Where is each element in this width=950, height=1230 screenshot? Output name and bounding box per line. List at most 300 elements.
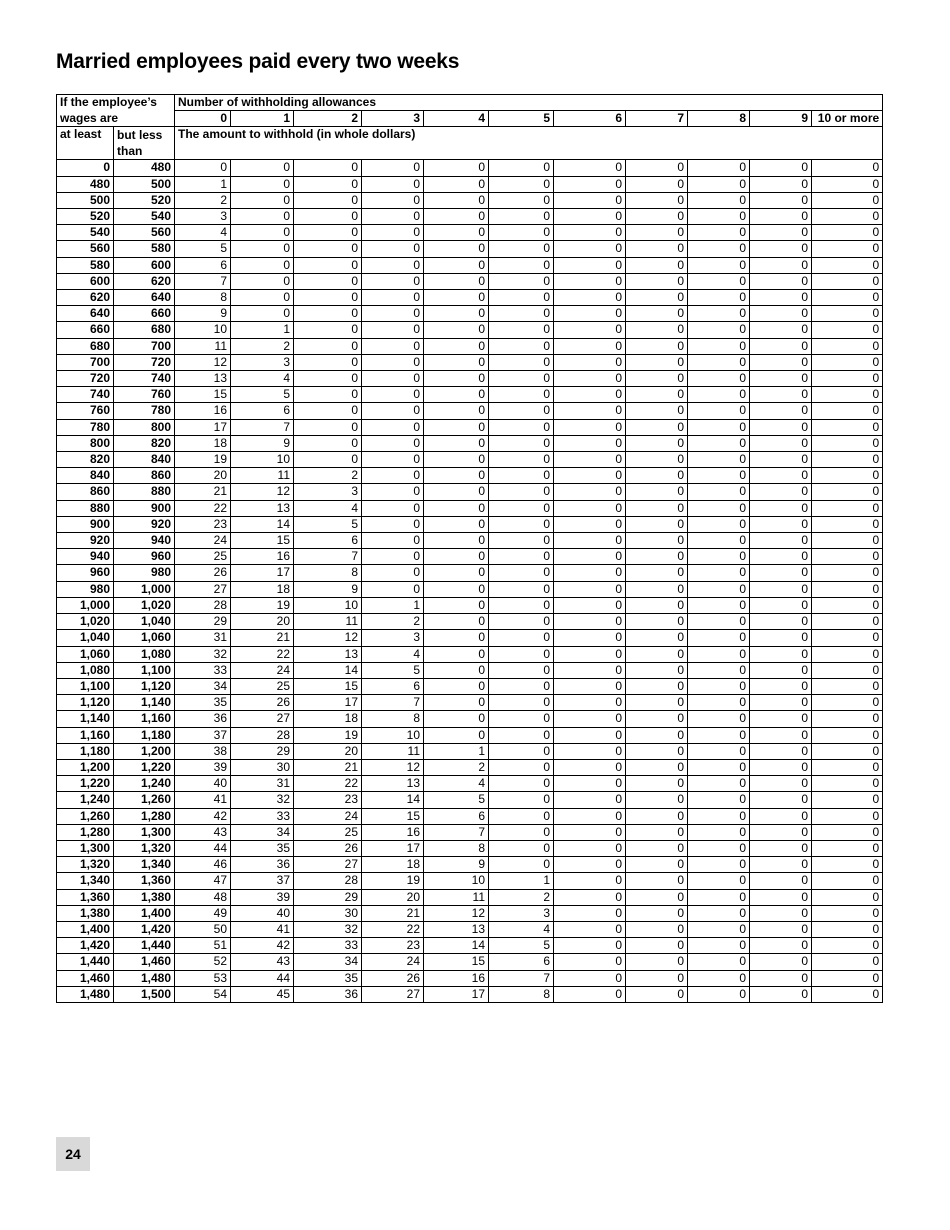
- withholding-amount-cell: 0: [294, 387, 362, 403]
- withholding-amount-cell: 0: [688, 711, 750, 727]
- withholding-amount-cell: 0: [362, 160, 424, 176]
- wage-at-least-cell: 1,320: [57, 857, 114, 873]
- withholding-amount-cell: 4: [231, 371, 294, 387]
- wage-less-than-cell: 1,300: [114, 824, 175, 840]
- table-row: [57, 905, 883, 921]
- withholding-amount-cell: 0: [424, 581, 489, 597]
- withholding-amount-cell: 21: [175, 484, 231, 500]
- wage-less-than-cell: 1,120: [114, 678, 175, 694]
- wage-less-than-cell: 680: [114, 322, 175, 338]
- withholding-amount-cell: 0: [812, 257, 883, 273]
- withholding-amount-cell: 0: [688, 290, 750, 306]
- withholding-amount-cell: 0: [626, 306, 688, 322]
- withholding-amount-cell: 48: [175, 889, 231, 905]
- wage-less-than-cell: 920: [114, 516, 175, 532]
- table-row: [57, 727, 883, 743]
- wage-at-least-cell: 780: [57, 419, 114, 435]
- withholding-amount-cell: 14: [231, 516, 294, 532]
- withholding-amount-cell: 5: [175, 241, 231, 257]
- withholding-amount-cell: 0: [626, 678, 688, 694]
- withholding-amount-cell: 20: [362, 889, 424, 905]
- withholding-amount-cell: 0: [294, 209, 362, 225]
- withholding-amount-cell: 37: [175, 727, 231, 743]
- wage-at-least-cell: 1,140: [57, 711, 114, 727]
- withholding-amount-cell: 0: [626, 759, 688, 775]
- withholding-amount-cell: 11: [175, 338, 231, 354]
- withholding-amount-cell: 19: [294, 727, 362, 743]
- wage-less-than-cell: 1,000: [114, 581, 175, 597]
- withholding-amount-cell: 0: [231, 225, 294, 241]
- withholding-amount-cell: 0: [554, 889, 626, 905]
- withholding-amount-cell: 0: [424, 678, 489, 694]
- withholding-amount-cell: 0: [688, 776, 750, 792]
- withholding-amount-cell: 0: [688, 257, 750, 273]
- withholding-amount-cell: 45: [231, 986, 294, 1002]
- withholding-amount-cell: 15: [294, 678, 362, 694]
- withholding-amount-cell: 0: [424, 711, 489, 727]
- withholding-amount-cell: 12: [175, 354, 231, 370]
- withholding-amount-cell: 0: [688, 873, 750, 889]
- withholding-amount-cell: 0: [489, 808, 554, 824]
- withholding-amount-cell: 0: [294, 160, 362, 176]
- wage-less-than-cell: 560: [114, 225, 175, 241]
- withholding-amount-cell: 0: [626, 338, 688, 354]
- withholding-amount-cell: 27: [294, 857, 362, 873]
- wage-at-least-cell: 640: [57, 306, 114, 322]
- withholding-amount-cell: 0: [626, 889, 688, 905]
- wage-less-than-cell: 1,240: [114, 776, 175, 792]
- withholding-amount-cell: 12: [424, 905, 489, 921]
- withholding-amount-cell: 0: [362, 176, 424, 192]
- withholding-amount-cell: 0: [554, 484, 626, 500]
- wage-less-than-cell: 720: [114, 354, 175, 370]
- withholding-amount-cell: 0: [424, 371, 489, 387]
- withholding-amount-cell: 2: [424, 759, 489, 775]
- wage-less-than-cell: 1,340: [114, 857, 175, 873]
- withholding-amount-cell: 25: [231, 678, 294, 694]
- withholding-amount-cell: 0: [812, 614, 883, 630]
- wage-less-than-cell: 1,260: [114, 792, 175, 808]
- table-row: [57, 500, 883, 516]
- withholding-amount-cell: 0: [489, 468, 554, 484]
- withholding-amount-cell: 23: [175, 516, 231, 532]
- withholding-amount-cell: 0: [626, 403, 688, 419]
- withholding-amount-cell: 0: [362, 419, 424, 435]
- withholding-amount-cell: 0: [554, 678, 626, 694]
- withholding-amount-cell: 0: [489, 257, 554, 273]
- page-title: Married employees paid every two weeks: [56, 50, 460, 73]
- withholding-amount-cell: 0: [688, 938, 750, 954]
- wage-less-than-cell: 620: [114, 273, 175, 289]
- withholding-amount-cell: 0: [424, 452, 489, 468]
- withholding-amount-cell: 0: [424, 500, 489, 516]
- withholding-amount-cell: 0: [812, 808, 883, 824]
- withholding-amount-cell: 18: [231, 581, 294, 597]
- allowance-col-header: 6: [554, 111, 626, 127]
- withholding-amount-cell: 0: [750, 516, 812, 532]
- withholding-amount-cell: 0: [688, 662, 750, 678]
- withholding-amount-cell: 0: [750, 322, 812, 338]
- withholding-amount-cell: 0: [489, 387, 554, 403]
- withholding-amount-cell: 0: [489, 403, 554, 419]
- withholding-amount-cell: 0: [688, 743, 750, 759]
- withholding-amount-cell: 0: [750, 549, 812, 565]
- withholding-amount-cell: 0: [424, 322, 489, 338]
- withholding-amount-cell: 0: [554, 662, 626, 678]
- withholding-amount-cell: 29: [175, 614, 231, 630]
- withholding-amount-cell: 0: [750, 403, 812, 419]
- withholding-amount-cell: 0: [812, 500, 883, 516]
- withholding-amount-cell: 6: [231, 403, 294, 419]
- wage-less-than-cell: 1,500: [114, 986, 175, 1002]
- withholding-amount-cell: 0: [750, 954, 812, 970]
- withholding-amount-cell: 22: [231, 646, 294, 662]
- withholding-amount-cell: 0: [362, 468, 424, 484]
- withholding-amount-cell: 0: [554, 306, 626, 322]
- withholding-amount-cell: 0: [750, 452, 812, 468]
- withholding-amount-cell: 11: [294, 614, 362, 630]
- withholding-amount-cell: 0: [424, 565, 489, 581]
- withholding-amount-cell: 7: [362, 695, 424, 711]
- table-row: [57, 452, 883, 468]
- withholding-amount-cell: 18: [175, 435, 231, 451]
- withholding-amount-cell: 11: [424, 889, 489, 905]
- withholding-amount-cell: 0: [626, 500, 688, 516]
- withholding-amount-cell: 0: [362, 241, 424, 257]
- withholding-amount-cell: 51: [175, 938, 231, 954]
- withholding-amount-cell: 0: [750, 938, 812, 954]
- withholding-amount-cell: 13: [362, 776, 424, 792]
- withholding-amount-cell: 0: [750, 306, 812, 322]
- withholding-amount-cell: 7: [424, 824, 489, 840]
- withholding-amount-cell: 2: [231, 338, 294, 354]
- withholding-amount-cell: 0: [554, 597, 626, 613]
- withholding-amount-cell: 0: [489, 354, 554, 370]
- but-less-than-header: but less than: [114, 127, 175, 160]
- withholding-amount-cell: 0: [750, 873, 812, 889]
- table-row: [57, 176, 883, 192]
- withholding-amount-cell: 0: [626, 452, 688, 468]
- withholding-amount-cell: 0: [812, 986, 883, 1002]
- withholding-amount-cell: 49: [175, 905, 231, 921]
- withholding-amount-cell: 0: [626, 873, 688, 889]
- allowance-col-header: 3: [362, 111, 424, 127]
- wage-less-than-cell: 840: [114, 452, 175, 468]
- table-row: [57, 743, 883, 759]
- withholding-amount-cell: 0: [688, 403, 750, 419]
- withholding-amount-cell: 0: [750, 808, 812, 824]
- withholding-amount-cell: 0: [688, 516, 750, 532]
- wage-at-least-cell: 1,400: [57, 921, 114, 937]
- withholding-amount-cell: 0: [294, 322, 362, 338]
- withholding-amount-cell: 0: [626, 549, 688, 565]
- withholding-amount-cell: 0: [750, 662, 812, 678]
- table-row: [57, 808, 883, 824]
- withholding-amount-cell: 0: [554, 695, 626, 711]
- withholding-amount-cell: 0: [554, 160, 626, 176]
- wage-at-least-cell: 1,440: [57, 954, 114, 970]
- withholding-amount-cell: 14: [294, 662, 362, 678]
- withholding-amount-cell: 0: [424, 597, 489, 613]
- wage-at-least-cell: 1,000: [57, 597, 114, 613]
- withholding-amount-cell: 5: [294, 516, 362, 532]
- withholding-amount-cell: 19: [175, 452, 231, 468]
- withholding-amount-cell: 0: [554, 225, 626, 241]
- wage-less-than-cell: 640: [114, 290, 175, 306]
- withholding-amount-cell: 0: [750, 889, 812, 905]
- table-row: [57, 840, 883, 856]
- withholding-amount-cell: 40: [175, 776, 231, 792]
- withholding-amount-cell: 8: [294, 565, 362, 581]
- withholding-amount-cell: 0: [424, 273, 489, 289]
- table-row: [57, 371, 883, 387]
- withholding-amount-cell: 0: [554, 759, 626, 775]
- withholding-amount-cell: 0: [626, 711, 688, 727]
- withholding-amount-cell: 43: [175, 824, 231, 840]
- withholding-amount-cell: 0: [424, 662, 489, 678]
- wage-at-least-cell: 1,300: [57, 840, 114, 856]
- wage-at-least-cell: 700: [57, 354, 114, 370]
- wage-less-than-cell: 600: [114, 257, 175, 273]
- withholding-amount-cell: 0: [688, 824, 750, 840]
- withholding-amount-cell: 0: [812, 192, 883, 208]
- withholding-amount-cell: 0: [750, 257, 812, 273]
- withholding-amount-cell: 37: [231, 873, 294, 889]
- withholding-amount-cell: 0: [750, 905, 812, 921]
- withholding-amount-cell: 0: [489, 419, 554, 435]
- withholding-amount-cell: 4: [489, 921, 554, 937]
- withholding-amount-cell: 0: [554, 419, 626, 435]
- withholding-amount-cell: 0: [812, 371, 883, 387]
- withholding-amount-cell: 10: [424, 873, 489, 889]
- withholding-amount-cell: 0: [750, 759, 812, 775]
- withholding-amount-cell: 43: [231, 954, 294, 970]
- wage-less-than-cell: 780: [114, 403, 175, 419]
- withholding-amount-cell: 0: [554, 435, 626, 451]
- withholding-amount-cell: 0: [489, 678, 554, 694]
- withholding-amount-cell: 33: [294, 938, 362, 954]
- withholding-amount-cell: 5: [362, 662, 424, 678]
- withholding-amount-cell: 0: [812, 646, 883, 662]
- withholding-amount-cell: 0: [750, 533, 812, 549]
- withholding-amount-cell: 0: [750, 646, 812, 662]
- table-row: [57, 306, 883, 322]
- withholding-amount-cell: 9: [175, 306, 231, 322]
- withholding-amount-cell: 0: [424, 338, 489, 354]
- withholding-amount-cell: 0: [750, 743, 812, 759]
- wage-at-least-cell: 980: [57, 581, 114, 597]
- table-body: [57, 160, 883, 1003]
- wage-at-least-cell: 1,120: [57, 695, 114, 711]
- withholding-amount-cell: 22: [294, 776, 362, 792]
- withholding-amount-cell: 0: [812, 452, 883, 468]
- withholding-amount-cell: 0: [688, 176, 750, 192]
- wage-less-than-cell: 1,100: [114, 662, 175, 678]
- table-row: [57, 776, 883, 792]
- withholding-amount-cell: 0: [424, 387, 489, 403]
- withholding-amount-cell: 0: [489, 840, 554, 856]
- withholding-amount-cell: 0: [688, 808, 750, 824]
- withholding-amount-cell: 0: [626, 322, 688, 338]
- withholding-amount-cell: 25: [294, 824, 362, 840]
- withholding-amount-cell: 7: [175, 273, 231, 289]
- withholding-amount-cell: 33: [175, 662, 231, 678]
- table-row: [57, 857, 883, 873]
- withholding-amount-cell: 0: [294, 452, 362, 468]
- table-row: [57, 419, 883, 435]
- table-row: [57, 873, 883, 889]
- wage-at-least-cell: 860: [57, 484, 114, 500]
- withholding-amount-cell: 0: [489, 192, 554, 208]
- withholding-amount-cell: 0: [231, 306, 294, 322]
- withholding-amount-cell: 0: [554, 257, 626, 273]
- withholding-amount-cell: 9: [231, 435, 294, 451]
- withholding-amount-cell: 26: [175, 565, 231, 581]
- withholding-amount-cell: 0: [554, 824, 626, 840]
- withholding-amount-cell: 0: [812, 241, 883, 257]
- withholding-amount-cell: 0: [626, 565, 688, 581]
- withholding-amount-cell: 0: [489, 484, 554, 500]
- wage-less-than-cell: 1,420: [114, 921, 175, 937]
- wage-less-than-cell: 500: [114, 176, 175, 192]
- withholding-amount-cell: 7: [489, 970, 554, 986]
- table-row: [57, 273, 883, 289]
- withholding-amount-cell: 0: [688, 192, 750, 208]
- withholding-amount-cell: 0: [294, 419, 362, 435]
- wage-less-than-cell: 1,360: [114, 873, 175, 889]
- withholding-amount-cell: 0: [626, 387, 688, 403]
- withholding-amount-cell: 0: [626, 257, 688, 273]
- withholding-amount-cell: 52: [175, 954, 231, 970]
- withholding-amount-cell: 0: [294, 225, 362, 241]
- withholding-amount-cell: 0: [626, 921, 688, 937]
- withholding-amount-cell: 0: [554, 840, 626, 856]
- withholding-amount-cell: 0: [554, 500, 626, 516]
- withholding-amount-cell: 0: [294, 290, 362, 306]
- withholding-amount-cell: 0: [750, 597, 812, 613]
- withholding-amount-cell: 0: [424, 614, 489, 630]
- withholding-amount-cell: 0: [424, 468, 489, 484]
- withholding-amount-cell: 0: [489, 533, 554, 549]
- withholding-amount-cell: 12: [362, 759, 424, 775]
- withholding-amount-cell: 15: [231, 533, 294, 549]
- withholding-amount-cell: 17: [294, 695, 362, 711]
- withholding-amount-cell: 0: [554, 176, 626, 192]
- withholding-amount-cell: 0: [489, 727, 554, 743]
- withholding-amount-cell: 13: [175, 371, 231, 387]
- withholding-amount-cell: 0: [750, 160, 812, 176]
- table-row: [57, 921, 883, 937]
- withholding-amount-cell: 0: [489, 338, 554, 354]
- wage-less-than-cell: 1,460: [114, 954, 175, 970]
- allowances-group-label: Number of withholding allowances: [175, 95, 883, 111]
- withholding-amount-cell: 3: [294, 484, 362, 500]
- wage-at-least-cell: 920: [57, 533, 114, 549]
- withholding-amount-cell: 0: [812, 516, 883, 532]
- withholding-amount-cell: 0: [489, 160, 554, 176]
- withholding-amount-cell: 0: [362, 435, 424, 451]
- wage-less-than-cell: 980: [114, 565, 175, 581]
- wage-less-than-cell: 760: [114, 387, 175, 403]
- wage-at-least-cell: 1,480: [57, 986, 114, 1002]
- table-row: [57, 695, 883, 711]
- withholding-amount-cell: 0: [812, 273, 883, 289]
- withholding-amount-cell: 0: [554, 452, 626, 468]
- wage-less-than-cell: 900: [114, 500, 175, 516]
- withholding-amount-cell: 0: [750, 435, 812, 451]
- withholding-amount-cell: 3: [362, 630, 424, 646]
- table-row: [57, 354, 883, 370]
- table-row: [57, 435, 883, 451]
- withholding-amount-cell: 50: [175, 921, 231, 937]
- withholding-amount-cell: 0: [812, 322, 883, 338]
- withholding-amount-cell: 0: [231, 209, 294, 225]
- withholding-amount-cell: 22: [175, 500, 231, 516]
- withholding-amount-cell: 0: [489, 581, 554, 597]
- withholding-amount-cell: 0: [626, 630, 688, 646]
- withholding-amount-cell: 0: [812, 824, 883, 840]
- withholding-amount-cell: 5: [231, 387, 294, 403]
- withholding-amount-cell: 7: [231, 419, 294, 435]
- wages-group-label: If the employee’s: [57, 95, 175, 111]
- withholding-amount-cell: 0: [489, 759, 554, 775]
- withholding-amount-cell: 21: [294, 759, 362, 775]
- withholding-amount-cell: 16: [424, 970, 489, 986]
- withholding-amount-cell: 16: [231, 549, 294, 565]
- withholding-amount-cell: 0: [750, 630, 812, 646]
- withholding-amount-cell: 0: [688, 695, 750, 711]
- withholding-amount-cell: 32: [175, 646, 231, 662]
- withholding-amount-cell: 0: [554, 857, 626, 873]
- withholding-amount-cell: 0: [554, 533, 626, 549]
- withholding-amount-cell: 0: [231, 257, 294, 273]
- withholding-amount-cell: 0: [688, 840, 750, 856]
- withholding-amount-cell: 0: [688, 630, 750, 646]
- wage-at-least-cell: 900: [57, 516, 114, 532]
- wage-at-least-cell: 940: [57, 549, 114, 565]
- withholding-amount-cell: 0: [294, 257, 362, 273]
- withholding-amount-cell: 34: [175, 678, 231, 694]
- withholding-amount-cell: 24: [294, 808, 362, 824]
- withholding-amount-cell: 36: [175, 711, 231, 727]
- wage-less-than-cell: 520: [114, 192, 175, 208]
- withholding-amount-cell: 0: [688, 678, 750, 694]
- withholding-amount-cell: 21: [231, 630, 294, 646]
- wage-less-than-cell: 960: [114, 549, 175, 565]
- allowance-col-header: 9: [750, 111, 812, 127]
- withholding-amount-cell: 21: [362, 905, 424, 921]
- withholding-amount-cell: 0: [750, 387, 812, 403]
- withholding-amount-cell: 0: [688, 241, 750, 257]
- table-row: [57, 192, 883, 208]
- withholding-amount-cell: 0: [812, 889, 883, 905]
- table-row: [57, 241, 883, 257]
- withholding-amount-cell: 0: [362, 500, 424, 516]
- withholding-amount-cell: 0: [362, 306, 424, 322]
- withholding-amount-cell: 0: [812, 533, 883, 549]
- withholding-amount-cell: 11: [231, 468, 294, 484]
- withholding-amount-cell: 0: [554, 516, 626, 532]
- withholding-amount-cell: 9: [424, 857, 489, 873]
- withholding-amount-cell: 18: [294, 711, 362, 727]
- withholding-amount-cell: 0: [489, 209, 554, 225]
- withholding-amount-cell: 3: [231, 354, 294, 370]
- withholding-amount-cell: 10: [175, 322, 231, 338]
- withholding-amount-cell: 0: [812, 160, 883, 176]
- withholding-amount-cell: 32: [294, 921, 362, 937]
- withholding-amount-cell: 0: [294, 241, 362, 257]
- withholding-amount-cell: 0: [294, 338, 362, 354]
